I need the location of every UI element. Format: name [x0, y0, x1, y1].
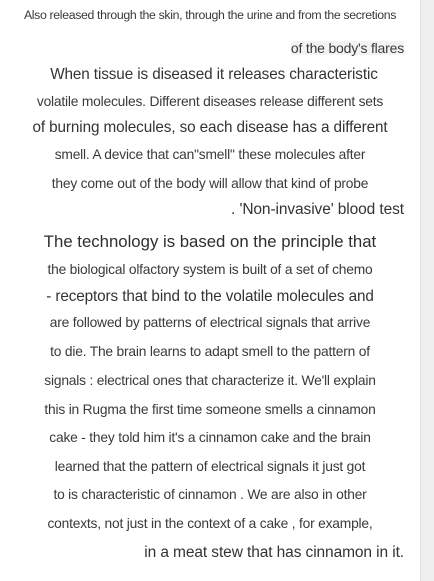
text-line-3: When tissue is diseased it releases characteristic [50, 66, 378, 83]
text-line-2: of the body's flares [290, 40, 404, 56]
text-line-12: are followed by patterns of electrical signals that arrive [49, 315, 371, 330]
text-line-10: the biological olfactory system is built of a set of chemo [47, 262, 373, 277]
text-line-5: of burning molecules, so each disease has a different [32, 119, 388, 136]
text-line-20: in a meat stew that has cinnamon in it. [144, 544, 404, 561]
text-line-4: volatile molecules. Different diseases release different sets [36, 94, 384, 109]
text-line-9: The technology is based on the principle that [43, 232, 377, 251]
scrollbar-track[interactable] [420, 0, 434, 581]
text-line-14: signals : electrical ones that characterize it. We'll explain [44, 373, 376, 388]
text-line-16: cake - they told him it's a cinnamon cake and the brain [49, 430, 371, 445]
text-line-7: they come out of the body will allow that kind of probe [51, 176, 369, 191]
text-line-8: . 'Non-invasive' blood test [231, 201, 404, 218]
text-line-15: this in Rugma the first time someone smells a cinnamon [44, 402, 376, 417]
text-line-17: learned that the pattern of electrical signals it just got [54, 459, 366, 474]
text-line-19: contexts, not just in the context of a cake , for example, [47, 516, 373, 531]
text-line-1: Also released through the skin, through the urine and from the secretions [23, 8, 397, 22]
text-line-18: to is characteristic of cinnamon . We are also in other [53, 487, 367, 502]
text-line-13: to die. The brain learns to adapt smell to the pattern of [50, 344, 370, 359]
text-line-6: smell. A device that can"smell" these molecules after [54, 147, 366, 162]
text-line-11: - receptors that bind to the volatile molecules and [46, 288, 374, 305]
